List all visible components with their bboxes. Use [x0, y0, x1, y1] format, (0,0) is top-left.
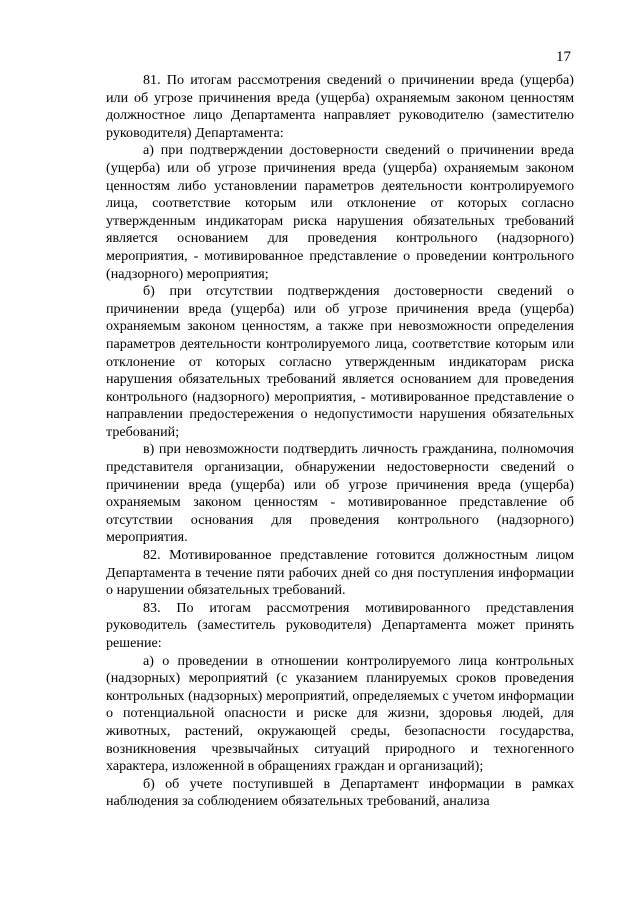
paragraph-83-a: а) о проведении в отношении контролируемого лица контрольных (надзорных) мероприятий (с указанием планируемых сроков проведения контрольных (надзорных) мероприятий, определяемых с учетом информации о потенциальной опасности и риске для жизни, здоровья людей, для животных, растений, окружающей среды, безопасности государства, возникновения чрезвычайных ситуаций природного и техногенного характера, изложенной в обращениях граждан и организаций); [106, 652, 574, 775]
paragraph-82: 82. Мотивированное представление готовится должностным лицом Департамента в течение пяти рабочих дней со дня поступления информации о нарушении обязательных требований. [106, 547, 574, 599]
paragraph-83: 83. По итогам рассмотрения мотивированного представления руководитель (заместитель руководителя) Департамента может принять решение: [106, 599, 574, 651]
paragraph-81-a: а) при подтверждении достоверности сведений о причинении вреда (ущерба) или об угрозе причинения вреда (ущерба) охраняемым законом ценностям либо установлении параметров деятельности контролируемого лица, соответствие которым или отклонение от которых согласно утвержденным индикаторам риска нарушения обязательных требований является основанием для проведения контрольного (надзорного) мероприятия, - мотивированное представление о проведении контрольного (надзорного) мероприятия; [106, 142, 574, 282]
paragraph-81: 81. По итогам рассмотрения сведений о причинении вреда (ущерба) или об угрозе причинения вреда (ущерба) охраняемым законом ценностям должностное лицо Департамента направляет руководителю (заместителю руководителя) Департамента: [106, 72, 574, 141]
paragraph-83-b: б) об учете поступившей в Департамент информации в рамках наблюдения за соблюдением обязательных требований, анализа [106, 775, 574, 810]
paragraph-81-b: б) при отсутствии подтверждения достоверности сведений о причинении вреда (ущерба) или об угрозе причинения вреда (ущерба) охраняемым законом ценностям, а также при невозможности определения параметров деятельности контролируемого лица, соответствие которым или отклонение от которых согласно утвержденным индикаторам риска нарушения обязательных требований является основанием для проведения контрольного (надзорного) мероприятия, - мотивированное представление о направлении предостережения о недопустимости нарушения обязательных требований; [106, 283, 574, 440]
page-number: 17 [556, 49, 571, 65]
document-body [106, 72, 574, 811]
paragraph-81-v: в) при невозможности подтвердить личность гражданина, полномочия представителя организации, обнаружении недостоверности сведений о причинении вреда (ущерба) или об угрозе причинения вреда (ущерба) охраняемым законом ценностям - мотивированное представление об отсутствии основания для проведения контрольного (надзорного) мероприятия. [106, 441, 574, 546]
